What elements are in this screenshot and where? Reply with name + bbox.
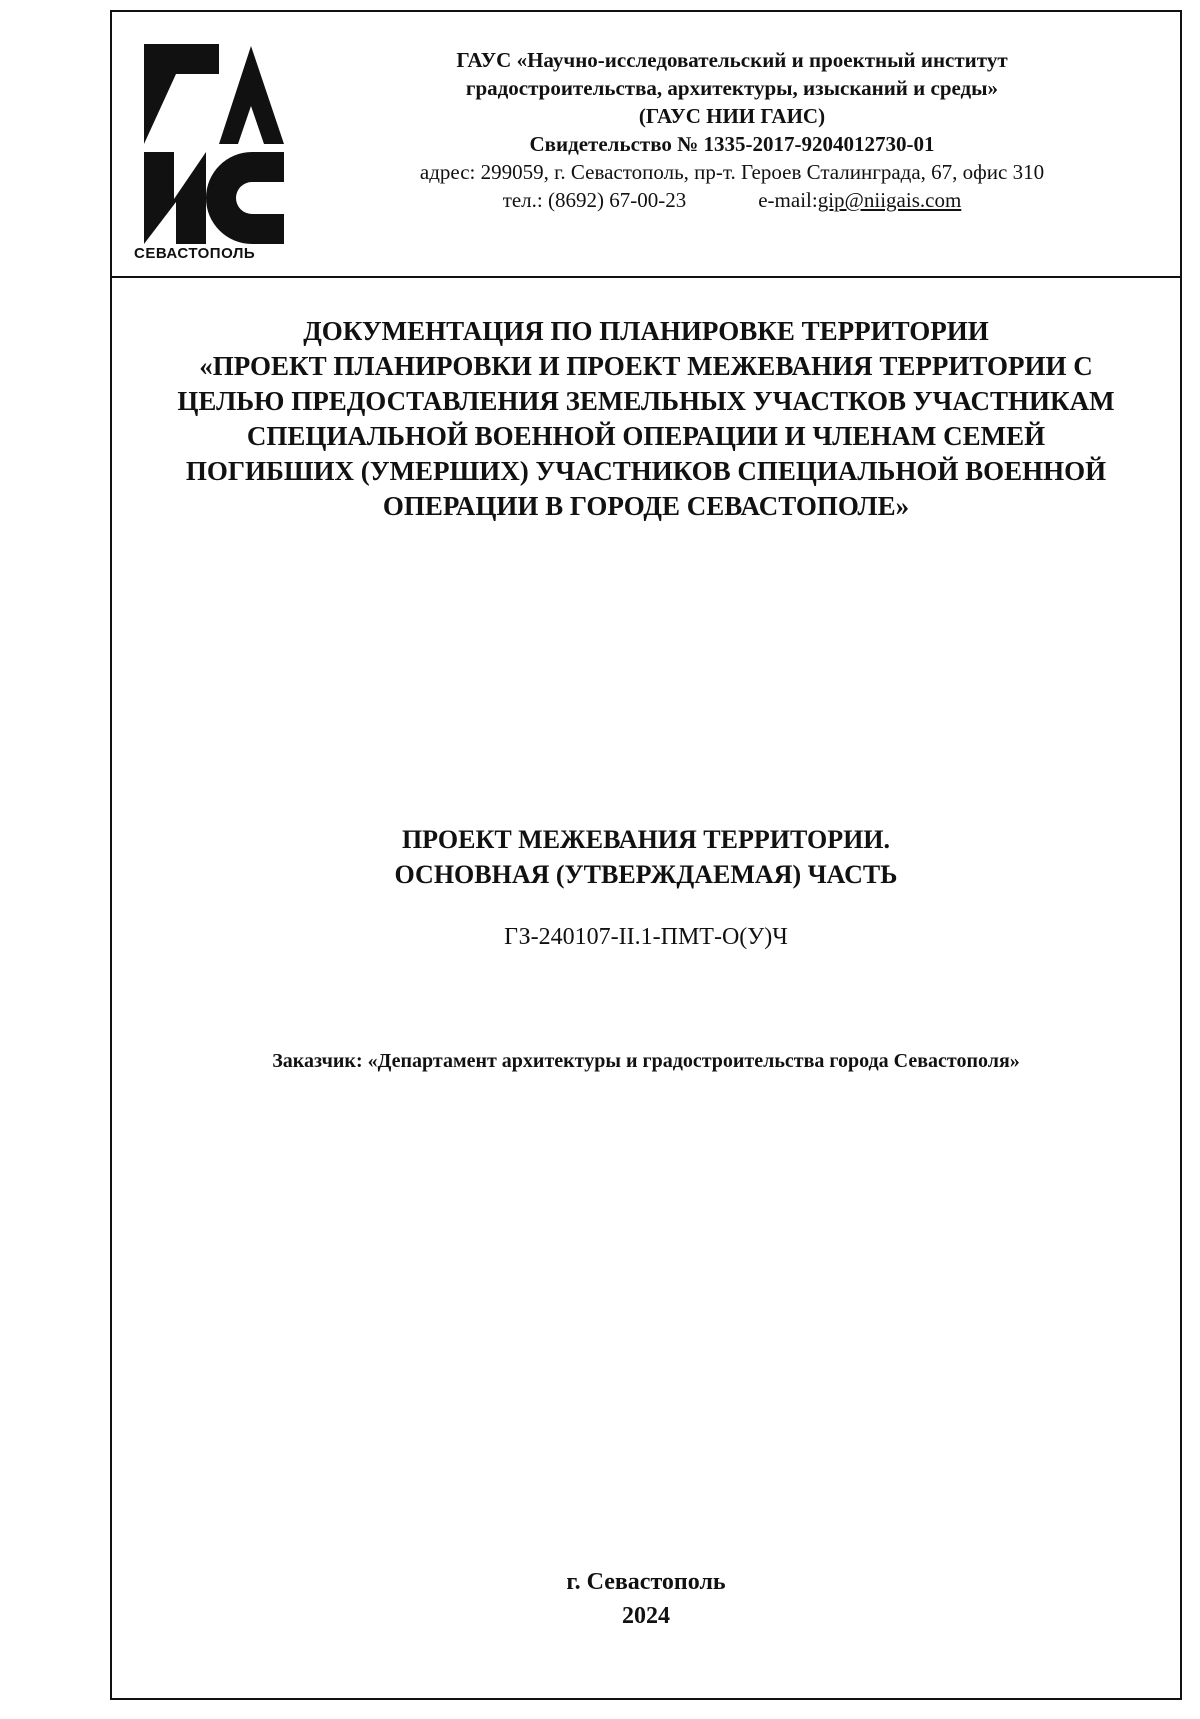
org-contacts: [312, 186, 1152, 214]
subtitle-line: ПРОЕКТ МЕЖЕВАНИЯ ТЕРРИТОРИИ.: [401, 825, 891, 854]
org-name-line-1: ГАУС «Научно-исследовательский и проектный институт: [456, 48, 1008, 72]
organization-block: [312, 46, 1152, 214]
org-short-name: (ГАУС НИИ ГАИС): [638, 104, 826, 128]
gaus-logo: [134, 34, 284, 266]
title-line: ЦЕЛЬЮ ПРЕДОСТАВЛЕНИЯ ЗЕМЕЛЬНЫХ УЧАСТКОВ УЧАСТНИКАМ: [177, 386, 1115, 416]
footer: [112, 1565, 1180, 1633]
header: [112, 12, 1180, 278]
title-line: ПОГИБШИХ (УМЕРШИХ) УЧАСТНИКОВ СПЕЦИАЛЬНОЙ ВОЕННОЙ: [185, 456, 1107, 486]
logo-caption: СЕВАСТОПОЛЬ: [134, 245, 256, 262]
document-code: ГЗ-240107-II.1-ПМТ-О(У)Ч: [504, 924, 788, 950]
org-address: адрес: 299059, г. Севастополь, пр-т. Героев Сталинграда, 67, офис 310: [419, 160, 1045, 184]
customer-line: Заказчик: «Департамент архитектуры и градостроительства города Севастополя»: [272, 1050, 1020, 1072]
title-line: ОПЕРАЦИИ В ГОРОДЕ СЕВАСТОПОЛЕ»: [382, 491, 910, 521]
title-line: ДОКУМЕНТАЦИЯ ПО ПЛАНИРОВКЕ ТЕРРИТОРИИ: [303, 316, 989, 346]
document-subtitle: [112, 822, 1180, 892]
org-email-label: e-mail:: [758, 188, 818, 212]
document-title: [112, 314, 1180, 524]
title-line: «ПРОЕКТ ПЛАНИРОВКИ И ПРОЕКТ МЕЖЕВАНИЯ ТЕРРИТОРИИ С: [199, 351, 1093, 381]
title-line: СПЕЦИАЛЬНОЙ ВОЕННОЙ ОПЕРАЦИИ И ЧЛЕНАМ СЕМЕЙ: [246, 421, 1046, 451]
org-name-line-2: градостроительства, архитектуры, изысканий и среды»: [465, 76, 999, 100]
org-certificate: Свидетельство № 1335-2017-9204012730-01: [529, 132, 935, 156]
page-frame: [110, 10, 1182, 1700]
subtitle-line: ОСНОВНАЯ (УТВЕРЖДАЕМАЯ) ЧАСТЬ: [394, 860, 898, 889]
year: 2024: [622, 1603, 670, 1629]
org-phone: тел.: (8692) 67-00-23: [502, 188, 687, 212]
org-email-link[interactable]: gip@niigais.com: [817, 188, 962, 212]
city: г. Севастополь: [566, 1569, 726, 1595]
